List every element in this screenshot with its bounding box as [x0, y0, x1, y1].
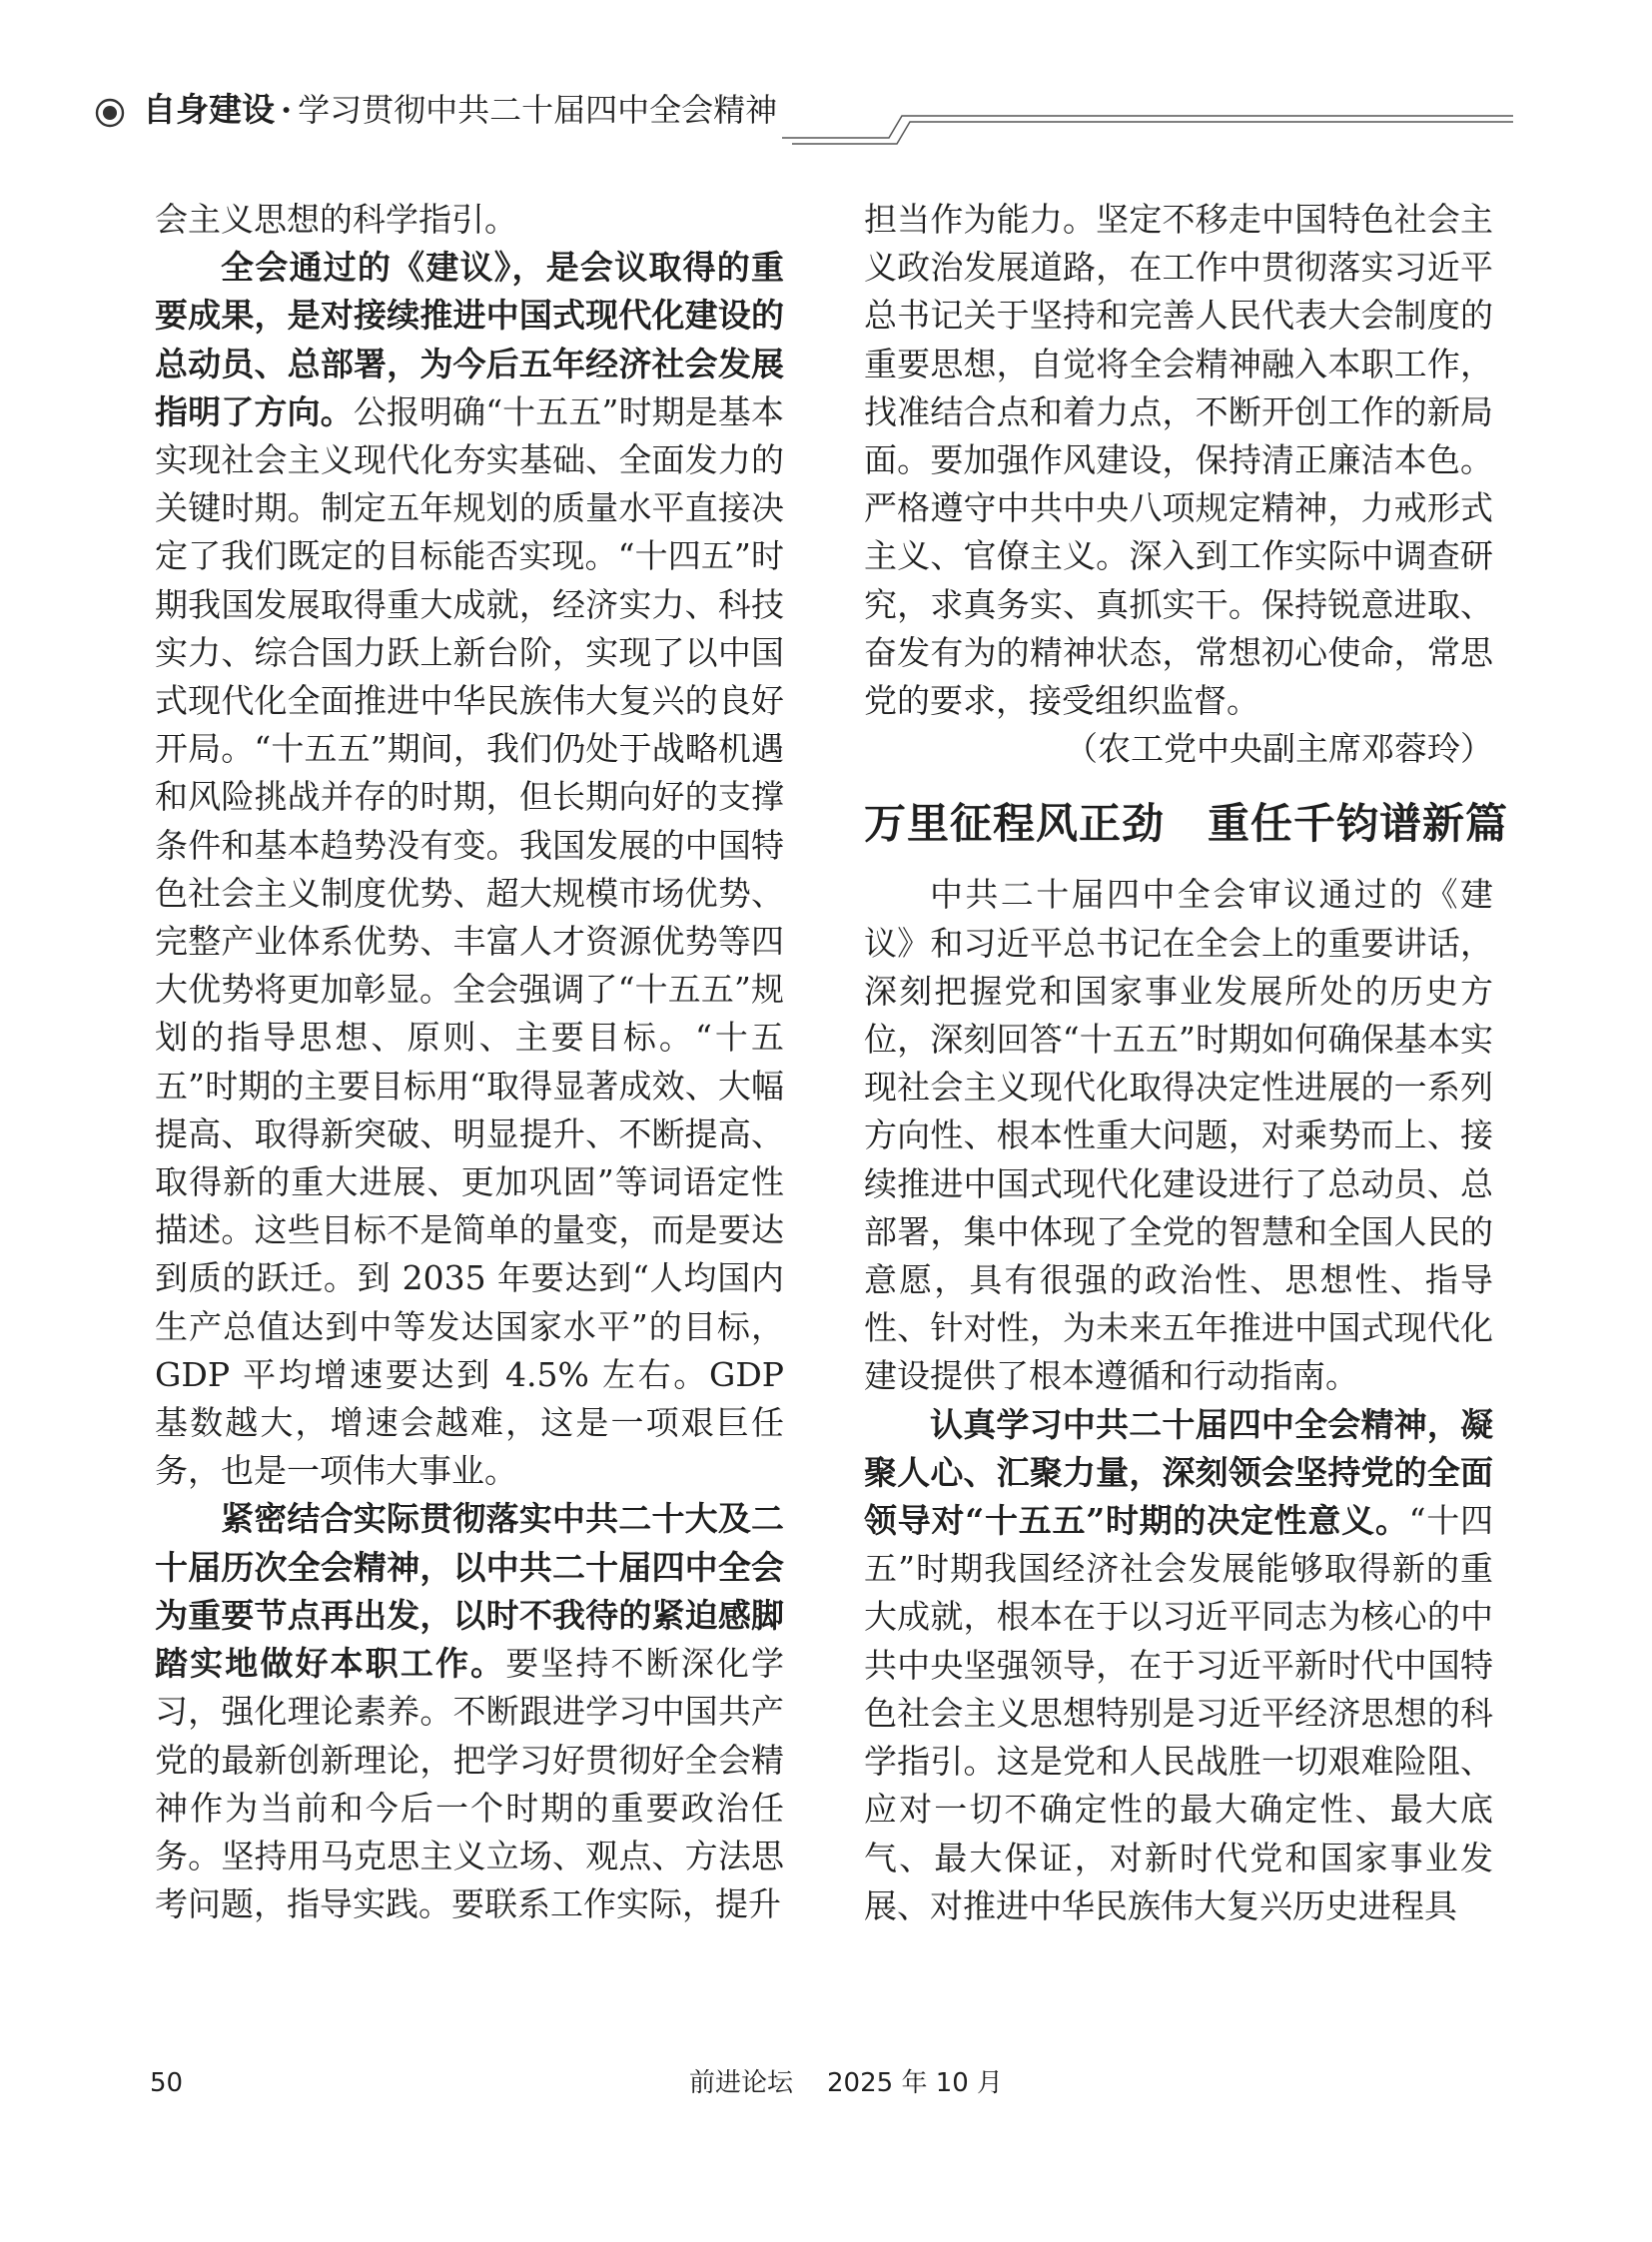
paragraph: 全会通过的《建议》，是会议取得的重要成果，是对接续推进中国式现代化建设的总动员、总部署，为今后五年经济社会发展指明了方向。公报明确“十五五”时期是基本实现社会主义现代化夯实基础、全面发力的关键时期。制定五年规划的质量水平直接决定了我们既定的目标能否实现。“十四五”时期我国发展取得重大成就，经济实力、科技实力、综合国力跃上新台阶，实现了以中国式现代化全面推进中华民族伟大复兴的良好开局。“十五五”期间，我们仍处于战略机遇和风险挑战并存的时期，但长期向好的支撑条件和基本趋势没有变。我国发展的中国特色社会主义制度优势、超大规模市场优势、完整产业体系优势、丰富人才资源优势等四大优势将更加彰显。全会强调了“十五五”规划的指导思想、原则、主要目标。“十五五”时期的主要目标用“取得显著成效、大幅提高、取得新突破、明显提升、不断提高、取得新的重大进展、更加巩固”等词语定性描述。这些目标不是简单的量变，而是要达到质的跃迁。到 2035 年要达到“人均国内生产总值达到中等发达国家水平”的目标，GDP 平均增速要达到 4.5% 左右。GDP 基数越大，增速会越难，这是一项艰巨任务，也是一项伟大事业。: [155, 248, 784, 1491]
bullseye-icon: [95, 98, 125, 128]
publication-name: 前进论坛: [689, 2068, 794, 2098]
publication-info: [689, 2065, 1003, 2101]
lead-sentence: 全会通过的《建议》，是会议取得的重要成果，是对接续推进中国式现代化建设的总动员、总部署，为今后五年经济社会发展指明了方向。: [155, 248, 784, 431]
lead-sentence: 紧密结合实际贯彻落实中共二十大及二十届历次全会精神，以中共二十届四中全会为重要节点再出发，以时不我待的紧迫感脚踏实地做好本职工作。: [155, 1499, 784, 1684]
header-title: [143, 90, 777, 130]
section-name: 自身建设: [143, 90, 275, 129]
paragraph: 认真学习中共二十届四中全会精神，凝聚人心、汇聚力量，深刻领会坚持党的全面领导对“十五五”时期的决定性意义。“十四五”时期我国经济社会发展能够取得新的重大成就，根本在于以习近平同志为核心的中共中央坚强领导，在于习近平新时代中国特色社会主义思想特别是习近平经济思想的科学指引。这是党和人民战胜一切艰难险阻、应对一切不确定性的最大确定性、最大底气、最大保证，对新时代党和国家事业发展、对推进中华民族伟大复兴历史进程具: [864, 1404, 1494, 1925]
page-number: 50: [150, 2068, 184, 2098]
running-header: [95, 90, 1513, 146]
left-column: [155, 196, 784, 1928]
lead-sentence: 认真学习中共二十届四中全会精神，凝聚人心、汇聚力量，深刻领会坚持党的全面领导对“十五五”时期的决定性意义。: [864, 1404, 1493, 1541]
paragraph: 会主义思想的科学指引。: [155, 200, 517, 239]
page-footer: [0, 2065, 1652, 2105]
paragraph: 紧密结合实际贯彻落实中共二十大及二十届历次全会精神，以中共二十届四中全会为重要节点再出发，以时不我待的紧迫感脚踏实地做好本职工作。要坚持不断深化学习，强化理论素养。不断跟进学习中国共产党的最新创新理论，把学习好贯彻好全会精神作为当前和今后一个时期的重要政治任务。坚持用马克思主义立场、观点、方法思考问题，指导实践。要联系工作实际，提升: [155, 1499, 785, 1924]
paragraph: 中共二十届四中全会审议通过的《建议》和习近平总书记在全会上的重要讲话，深刻把握党和国家事业发展所处的历史方位，深刻回答“十五五”时期如何确保基本实现社会主义现代化取得决定性进展的一系列方向性、根本性重大问题，对乘势而上、接续推进中国式现代化建设进行了总动员、总部署，集中体现了全党的智慧和全国人民的意愿，具有很强的政治性、思想性、指导性、针对性，为未来五年推进中国式现代化建设提供了根本遵循和行动指南。: [864, 875, 1493, 1396]
paragraph: 担当作为能力。坚定不移走中国特色社会主义政治发展道路，在工作中贯彻落实习近平总书记关于坚持和完善人民代表大会制度的重要思想，自觉将全会精神融入本职工作，找准结合点和着力点，不断开创工作的新局面。要加强作风建设，保持清正廉洁本色。严格遵守中共中央八项规定精神，力戒形式主义、官僚主义。深入到工作实际中调查研究，求真务实、真抓实干。保持锐意进取、奋发有为的精神状态，常想初心使命，常思党的要求，接受组织监督。: [864, 200, 1493, 721]
right-column: [864, 196, 1509, 1930]
section-subtitle: 学习贯彻中共二十届四中全会精神: [298, 91, 778, 129]
author-byline: （农工党中央副主席邓蓉玲）: [1065, 729, 1493, 769]
article-title: 万里征程风正劲 重任千钧谱新篇: [864, 799, 1509, 849]
issue-date: 2025 年 10 月: [827, 2068, 1004, 2098]
header-separator: ·: [281, 91, 293, 129]
